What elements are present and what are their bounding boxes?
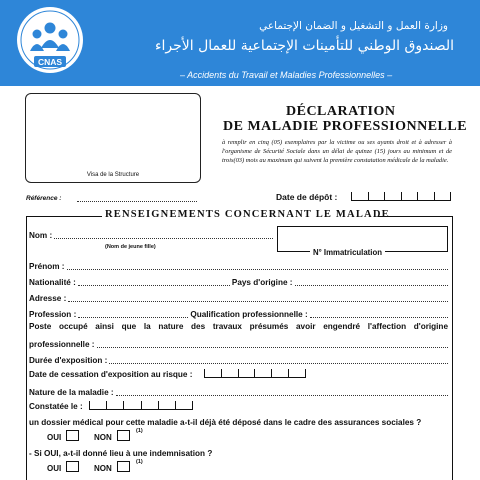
header-subtitle: – Accidents du Travail et Maladies Professionnelles – bbox=[180, 70, 393, 80]
qualification-field[interactable] bbox=[310, 317, 448, 318]
visa-box[interactable] bbox=[25, 93, 201, 183]
reference-label: Référence : bbox=[26, 195, 62, 202]
nom-field[interactable] bbox=[29, 229, 273, 241]
jeune-fille-label: (Nom de jeune fille) bbox=[105, 244, 156, 250]
oui-label-2: OUI bbox=[47, 464, 62, 473]
question-indemnisation: - Si OUI, a-t-il donné lieu à une indemnisation ? bbox=[29, 449, 213, 458]
date-cessation-digit-boxes[interactable] bbox=[204, 369, 306, 378]
section-rule-left bbox=[26, 216, 102, 217]
adresse-label: Adresse : bbox=[29, 294, 67, 303]
oui-label-1: OUI bbox=[47, 433, 62, 442]
section-title: RENSEIGNEMENTS CONCERNANT LE MALADE bbox=[105, 209, 390, 220]
duree-exposition-field[interactable] bbox=[29, 354, 448, 366]
fund-name-arabic: الصندوق الوطني للتأمينات الإجتماعية للعمال الأجراء bbox=[154, 38, 454, 54]
non-label-1: NON bbox=[94, 433, 112, 442]
non-label-2: NON bbox=[94, 464, 112, 473]
header-band bbox=[0, 0, 480, 86]
oui-checkbox-2[interactable] bbox=[66, 461, 79, 472]
nature-maladie-label: Nature de la maladie : bbox=[29, 388, 114, 397]
prenom-label: Prénom : bbox=[29, 262, 65, 271]
logo-text: CNAS bbox=[37, 57, 63, 67]
document-title-line2: DE MALADIE PROFESSIONNELLE bbox=[223, 119, 468, 134]
date-depot-label: Date de dépôt : bbox=[276, 192, 338, 202]
non-checkbox-2[interactable] bbox=[117, 461, 130, 472]
poste-label-line1: Poste occupé ainsi que la nature des travaux présumés avoir engendré l'affection d'origine bbox=[29, 322, 448, 331]
footnote-mark-1: (1) bbox=[136, 428, 143, 434]
prenom-field[interactable] bbox=[29, 260, 448, 272]
pays-origine-field[interactable] bbox=[295, 285, 449, 286]
reference-field[interactable] bbox=[77, 194, 197, 202]
cnas-logo bbox=[12, 4, 88, 80]
nationalite-label: Nationalité : bbox=[29, 278, 76, 287]
poste-label-line2: professionnelle : bbox=[29, 340, 95, 349]
date-cessation-label: Date de cessation d'exposition au risque : bbox=[29, 370, 193, 379]
profession-label: Profession : bbox=[29, 310, 77, 319]
document-title-line1: DÉCLARATION bbox=[286, 104, 396, 119]
section-frame-left bbox=[26, 216, 27, 480]
instructions-text: à remplir en cinq (05) exemplaires par la victime ou ses ayants droit et à adresser à l'organisme de Sécurité Sociale dans un délai de quinze (15) jours au minimum et de trois(03) mois au maximum qui suivent la première constatation médicale de la maladie. bbox=[222, 139, 452, 164]
nationalite-field[interactable] bbox=[29, 276, 448, 288]
nature-maladie-field[interactable] bbox=[29, 386, 448, 398]
constatee-label: Constatée le : bbox=[29, 402, 83, 411]
date-depot-digit-boxes[interactable] bbox=[351, 192, 451, 201]
oui-checkbox-1[interactable] bbox=[66, 430, 79, 441]
nom-label: Nom : bbox=[29, 231, 53, 240]
profession-field[interactable] bbox=[29, 308, 448, 320]
adresse-field[interactable] bbox=[29, 292, 448, 304]
immatriculation-label: N° Immatriculation bbox=[310, 248, 385, 257]
qualification-label: Qualification professionnelle : bbox=[190, 310, 308, 319]
question-dossier-medical: un dossier médical pour cette maladie a-t-il déjà été déposé dans le cadre des assurances sociales ? bbox=[29, 418, 422, 427]
visa-label: Visa de la Structure bbox=[86, 172, 140, 178]
footnote-mark-2: (1) bbox=[136, 459, 143, 465]
duree-exposition-label: Durée d'exposition : bbox=[29, 356, 108, 365]
poste-field[interactable] bbox=[29, 338, 448, 350]
section-rule-right bbox=[378, 216, 453, 217]
non-checkbox-1[interactable] bbox=[117, 430, 130, 441]
ministry-name-arabic: وزارة العمل و التشغيل و الضمان الإجتماعي bbox=[259, 20, 448, 32]
constatee-digit-boxes[interactable] bbox=[89, 401, 193, 410]
pays-origine-label: Pays d'origine : bbox=[231, 278, 293, 287]
section-frame-right bbox=[452, 216, 453, 480]
